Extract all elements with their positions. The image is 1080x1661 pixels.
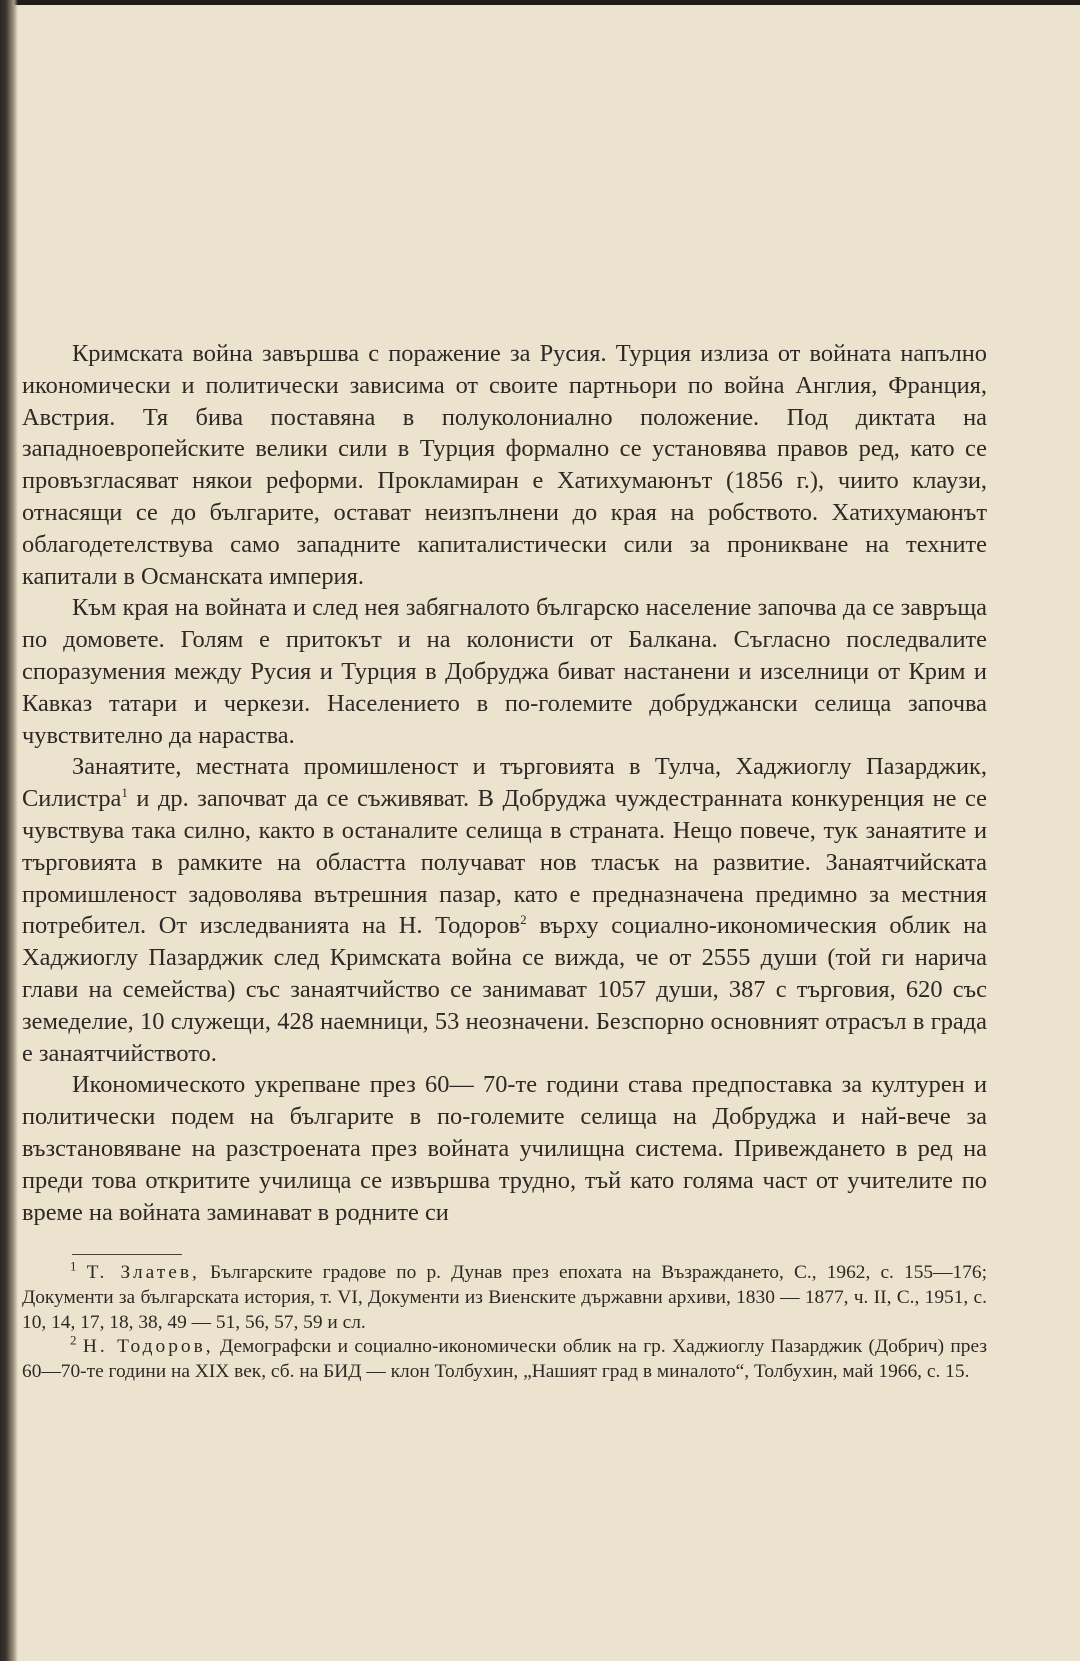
footnote-author: Н. Тодоров,	[82, 1336, 214, 1358]
paragraph-3	[22, 751, 987, 1069]
book-page	[22, 338, 987, 1384]
footnote-ref-2: 2	[520, 912, 527, 928]
page-top-edge	[0, 0, 1080, 5]
paragraph-3-part-2: и др. започват да се съживяват. В Добруджа чуждестранната конкуренция не се чувствува така силно, както в останалите селища в страната. Нещо повече, тук занаятите и търговията в рамките на областта получават нов тласък на развитие. Занаятчийската промишленост задоволява вътрешния пазар, като е предназначена предимно за местния потребител. От изследванията на Н. Тодоров	[22, 785, 987, 940]
main-text	[22, 338, 987, 1228]
paragraph-4: Икономическото укрепване през 60— 70-те години става предпоставка за културен и политически подем на българите в по-големите селища на Добруджа и най-вече за възстановяване на разстроената през войната училищна система. Привеждането в ред на преди това откритите училища се извършва трудно, тъй като голяма част от учителите по време на войната заминават в родните си	[22, 1071, 987, 1226]
footnote-text: Българските градове по р. Дунав през епохата на Възраждането, С., 1962, с. 155—176; Документи за българската история, т. VI, Документи из Виенските държавни архиви, 1830 — 1877, ч. II, С., 1951, с. 10, 14, 17, 18, 38, 49 — 51, 56, 57, 59 и сл.	[22, 1262, 987, 1333]
footnote-2	[22, 1332, 987, 1384]
footnote-text: Демографски и социално-икономически облик на гр. Хаджиоглу Пазарджик (Добрич) през 60—70-те години на XIX век, сб. на БИД — клон Толбухин, „Нашият град в миналото“, Толбухин, май 1966, с. 15.	[22, 1336, 987, 1382]
footnote-author: Т. Златев,	[86, 1262, 200, 1284]
footnote-number: 1	[70, 1258, 77, 1274]
paragraph-3-part-3: върху социално-икономическия облик на Хаджиоглу Пазарджик след Кримската война се вижда, че от 2555 души (той ги нарича глави на семейства) със занаятчийство се занимават 1057 души, 387 с търговия, 620 със земеделие, 10 служещи, 428 наемници, 53 неозначени. Безспорно основният отрасъл в града е занаятчийството.	[22, 912, 987, 1067]
footnotes	[22, 1258, 987, 1384]
footnote-1	[22, 1258, 987, 1335]
paragraph-1: Кримската война завършва с поражение за Русия. Турция излиза от войната напълно икономически и политически зависима от своите партньори по война Англия, Франция, Австрия. Тя бива поставяна в полуколониално положение. Под диктата на западноевропейските велики сили в Турция формално се установява правов ред, като се провъзгласяват някои реформи. Прокламиран е Хатихумаюнът (1856 г.), чиито клаузи, отнасящи се до българите, остават неизпълнени до края на робството. Хатихумаюнът облагодетелствува само западните капиталистически сили за проникване на техните капитали в Османската империя.	[22, 340, 987, 590]
footnote-ref-1: 1	[121, 785, 128, 801]
paragraph-3-part-1: Занаятите, местната промишленост и търговията в Тулча, Хаджиоглу Пазарджик, Силистра	[22, 753, 987, 813]
footnote-number: 2	[70, 1332, 77, 1348]
book-gutter-shadow	[0, 0, 18, 1661]
footnote-divider	[72, 1254, 182, 1255]
paragraph-2: Към края на войната и след нея забягналото българско население започва да се завръща по домовете. Голям е притокът и на колонисти от Балкана. Съгласно последвалите споразумения между Русия и Турция в Добруджа биват настанени и изселници от Крим и Кавказ татари и черкези. Населението в по-големите добруджански селища започва чувствително да нараства.	[22, 594, 987, 749]
